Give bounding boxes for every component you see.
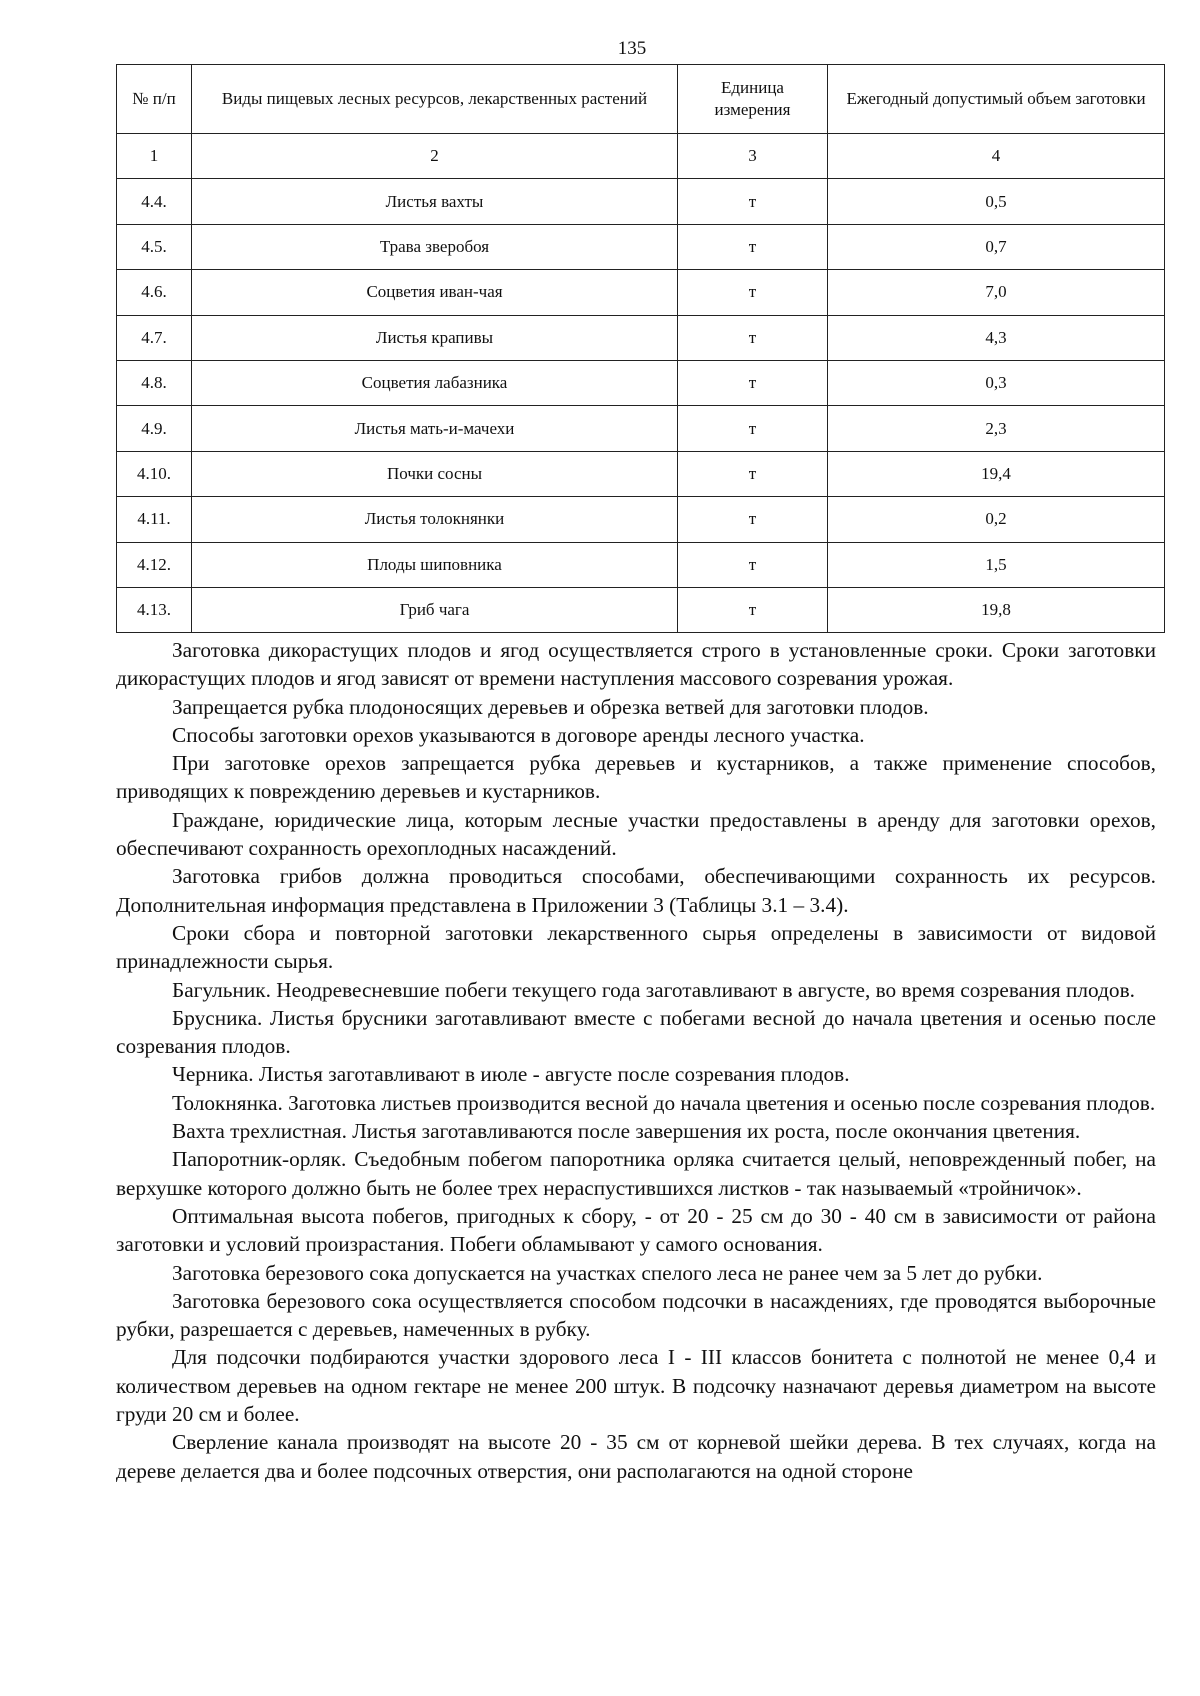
table-row [117,587,1165,632]
column-number: 1 [117,134,192,179]
row-number: 4.9. [117,406,192,451]
header-unit: Единица измерения [678,65,828,134]
resource-name: Плоды шиповника [192,542,678,587]
table-row [117,451,1165,496]
column-numbers-row [117,134,1165,179]
unit: т [678,406,828,451]
table-row [117,497,1165,542]
unit: т [678,179,828,224]
paragraph: Вахта трехлистная. Листья заготавливаются после завершения их роста, после окончания цветения. [172,1119,1081,1144]
paragraph: Папоротник-орляк. Съедобным побегом папоротника орляка считается целый, неповрежденный побег, на верхушке которого должно быть не более трех нераспустившихся листков - так называемый «тройничок». [116,1147,1156,1200]
annual-volume: 19,8 [828,587,1165,632]
row-number: 4.11. [117,497,192,542]
paragraph: Заготовка березового сока допускается на участках спелого леса не ранее чем за 5 лет до рубки. [172,1260,1043,1285]
body-text [116,636,1156,1485]
paragraph: Граждане, юридические лица, которым лесные участки предоставлены в аренду для заготовки орехов, обеспечивают сохранность орехоплодных насаждений. [116,807,1156,861]
paragraph: Багульник. Неодревесневшие побеги текущего года заготавливают в августе, во время созревания плодов. [172,977,1135,1002]
table-row [117,270,1165,315]
table-row [117,406,1165,451]
resource-name: Листья толокнянки [192,497,678,542]
header-number: № п/п [117,65,192,134]
paragraph: Сверление канала производят на высоте 20 - 35 см от корневой шейки дерева. В тех случаях, когда на дереве делается два и более подсочных отверстия, они располагаются на одной стороне [116,1430,1156,1483]
row-number: 4.12. [117,542,192,587]
row-number: 4.10. [117,451,192,496]
resource-name: Листья крапивы [192,315,678,360]
paragraph: Брусника. Листья брусники заготавливают вместе с побегами весной до начала цветения и осенью после созревания плодов. [116,1005,1156,1059]
paragraph: Оптимальная высота побегов, пригодных к сбору, - от 20 - 25 см до 30 - 40 см в зависимости от района заготовки и условий произрастания. Побеги обламывают у самого основания. [116,1203,1156,1257]
unit: т [678,270,828,315]
row-number: 4.4. [117,179,192,224]
annual-volume: 19,4 [828,451,1165,496]
column-number: 2 [192,134,678,179]
page-number: 135 [617,38,647,59]
annual-volume: 2,3 [828,406,1165,451]
paragraph: Заготовка березового сока осуществляется способом подсочки в насаждениях, где проводятся выборочные рубки, разрешается с деревьев, намеченных в рубку. [116,1288,1156,1342]
resource-name: Гриб чага [192,587,678,632]
row-number: 4.8. [117,360,192,405]
paragraph: Толокнянка. Заготовка листьев производится весной до начала цветения и осенью после созревания плодов. [172,1090,1156,1115]
unit: т [678,451,828,496]
paragraph: Способы заготовки орехов указываются в договоре аренды лесного участка. [172,722,865,747]
row-number: 4.5. [117,224,192,269]
annual-volume: 7,0 [828,270,1165,315]
resource-name: Соцветия иван-чая [192,270,678,315]
row-number: 4.7. [117,315,192,360]
resource-name: Листья мать-и-мачехи [192,406,678,451]
paragraph: Черника. Листья заготавливают в июле - августе после созревания плодов. [172,1062,850,1087]
annual-volume: 0,3 [828,360,1165,405]
paragraph: Запрещается рубка плодоносящих деревьев и обрезка ветвей для заготовки плодов. [172,694,929,719]
annual-volume: 4,3 [828,315,1165,360]
paragraph: Для подсочки подбираются участки здорового леса I - III классов бонитета с полнотой не менее 0,4 и количеством деревьев на одном гектаре не менее 200 штук. В подсочку назначают деревья диаметром на высоте груди 20 см и более. [116,1345,1156,1427]
resource-name: Трава зверобоя [192,224,678,269]
unit: т [678,224,828,269]
table-header-row [117,65,1165,134]
row-number: 4.13. [117,587,192,632]
paragraph: Сроки сбора и повторной заготовки лекарственного сырья определены в зависимости от видовой принадлежности сырья. [116,920,1156,974]
annual-volume: 0,2 [828,497,1165,542]
unit: т [678,360,828,405]
header-resource-type: Виды пищевых лесных ресурсов, лекарственных растений [192,65,678,134]
table-row [117,224,1165,269]
annual-volume: 0,5 [828,179,1165,224]
row-number: 4.6. [117,270,192,315]
resource-name: Почки сосны [192,451,678,496]
table-row [117,315,1165,360]
annual-volume: 0,7 [828,224,1165,269]
unit: т [678,587,828,632]
table-row [117,360,1165,405]
resource-name: Листья вахты [192,179,678,224]
paragraph: Заготовка грибов должна проводиться способами, обеспечивающими сохранность их ресурсов. Дополнительная информация представлена в Приложении 3 (Таблицы 3.1 – 3.4). [116,864,1156,917]
unit: т [678,542,828,587]
table-row [117,179,1165,224]
paragraph: При заготовке орехов запрещается рубка деревьев и кустарников, а также применение способов, приводящих к повреждению деревьев и кустарников. [116,751,1156,804]
resources-table [116,64,1165,633]
column-number: 4 [828,134,1165,179]
header-annual-volume: Ежегодный допустимый объем заготовки [828,65,1165,134]
resource-name: Соцветия лабазника [192,360,678,405]
annual-volume: 1,5 [828,542,1165,587]
paragraph: Заготовка дикорастущих плодов и ягод осуществляется строго в установленные сроки. Сроки заготовки дикорастущих плодов и ягод зависят от времени наступления массового созревания урожая. [116,638,1156,691]
unit: т [678,315,828,360]
unit: т [678,497,828,542]
column-number: 3 [678,134,828,179]
table-row [117,542,1165,587]
